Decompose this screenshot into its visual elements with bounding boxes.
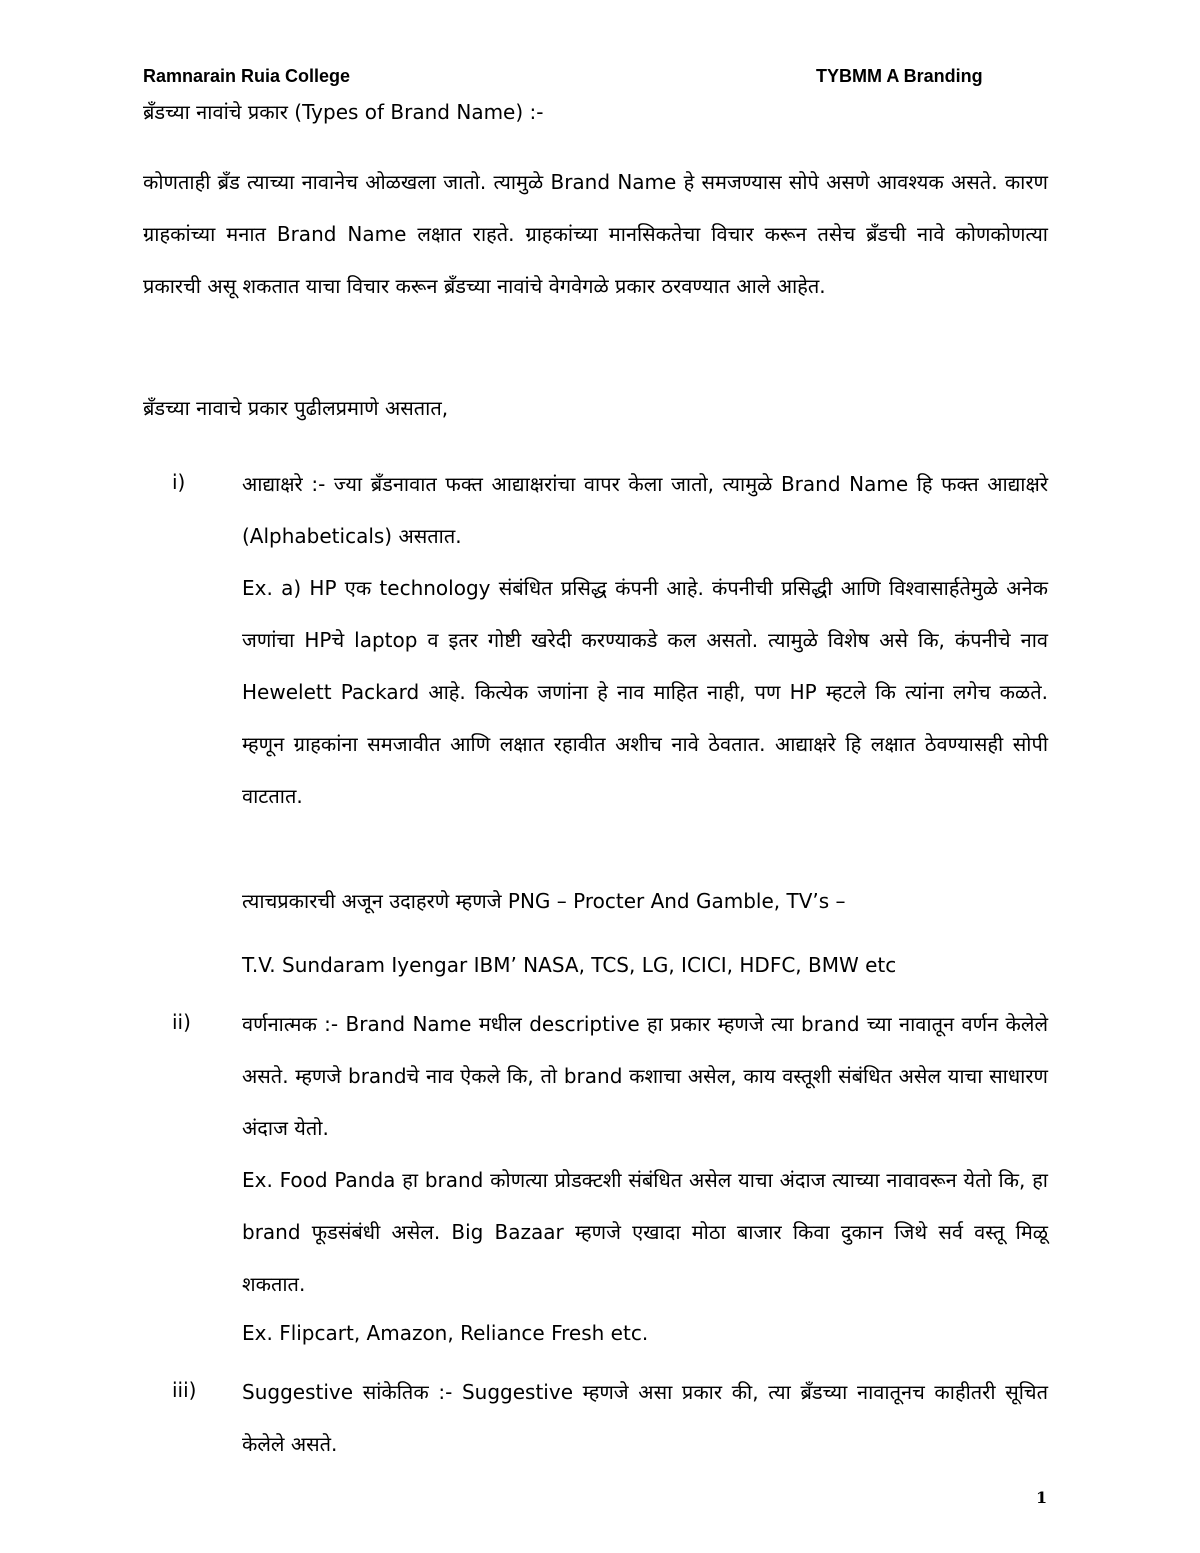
list-item-1-example: Ex. a) HP एक technology संबंधित प्रसिद्ध कंपनी आहे. कंपनीची प्रसिद्धी आणि विश्वासार्हतेमुळे अनेक जणांचा HPचे laptop व इतर गोष्टी खरेदी करण्याकडे कल असतो. त्यामुळे विशेष असे कि, कंपनीचे नाव Hewelett Packard आहे. कित्येक जणांना हे नाव माहित नाही, पण HP म्हटले कि त्यांना लगेच कळते. म्हणून ग्राहकांना समजावीत आणि लक्षात रहावीत अशीच नावे ठेवतात. आद्याक्षरे हि लक्षात ठेवण्यासही सोपी वाटतात. <box>242 576 1048 808</box>
list-item-2-example: Ex. Food Panda हा brand कोणत्या प्रोडक्टशी संबंधित असेल याचा अंदाज त्याच्या नावावरून येतो कि, हा brand फूडसंबंधी असेल. Big Bazaar म्हणजे एखादा मोठा बाजार किवा दुकान जिथे सर्व वस्तू मिळू शकतात. <box>242 1168 1048 1296</box>
list-marker-1: i) <box>172 470 186 494</box>
list-item-1-text: आद्याक्षरे :- ज्या ब्रँडनावात फक्त आद्याक्षरांचा वापर केला जातो, त्यामुळे Brand Name हि फक्त आद्याक्षरे (Alphabeticals) असतात. <box>242 472 1048 548</box>
list-item-2-text: वर्णनात्मक :- Brand Name मधील descriptive हा प्रकार म्हणजे त्या brand च्या नावातून वर्णन केलेले असते. म्हणजे brandचे नाव ऐकले कि, तो brand कशाचा असेल, काय वस्तूशी संबंधित असेल याचा साधारण अंदाज येतो. <box>242 1012 1049 1140</box>
list-item-2-example2: Ex. Flipcart, Amazon, Reliance Fresh etc. <box>242 1321 649 1345</box>
list-marker-2: ii) <box>172 1010 191 1034</box>
list-item-3-text: Suggestive सांकेतिक :- Suggestive म्हणजे असा प्रकार की, त्या ब्रँडच्या नावातूनच काहीतरी सूचित केलेले असते. <box>242 1380 1048 1456</box>
list-marker-3: iii) <box>172 1378 197 1402</box>
page-number: 1 <box>1036 1488 1048 1507</box>
list-item-1-more-line1: त्याचप्रकारची अजून उदाहरणे म्हणजे PNG – Procter And Gamble, TV’s – <box>242 889 846 913</box>
types-intro: ब्रँडच्या नावाचे प्रकार पुढीलप्रमाणे असतात, <box>143 396 449 420</box>
header-college: Ramnarain Ruia College <box>143 66 351 86</box>
header-course: TYBMM A Branding <box>816 66 983 86</box>
intro-paragraph: कोणताही ब्रँड त्याच्या नावानेच ओळखला जातो. त्यामुळे Brand Name हे समजण्यास सोपे असणे आवश्यक असते. कारण ग्राहकांच्या मनात Brand Name लक्षात राहते. ग्राहकांच्या मानसिकतेचा विचार करून तसेच ब्रँडची नावे कोणकोणत्या प्रकारची असू शकतात याचा विचार करून ब्रँडच्या नावांचे वेगवेगळे प्रकार ठरवण्यात आले आहेत. <box>143 170 1048 298</box>
list-item-1-more-line2: T.V. Sundaram Iyengar IBM’ NASA, TCS, LG, ICICI, HDFC, BMW etc <box>242 953 897 977</box>
page-title: ब्रँडच्या नावांचे प्रकार (Types of Brand Name) :- <box>143 100 544 124</box>
